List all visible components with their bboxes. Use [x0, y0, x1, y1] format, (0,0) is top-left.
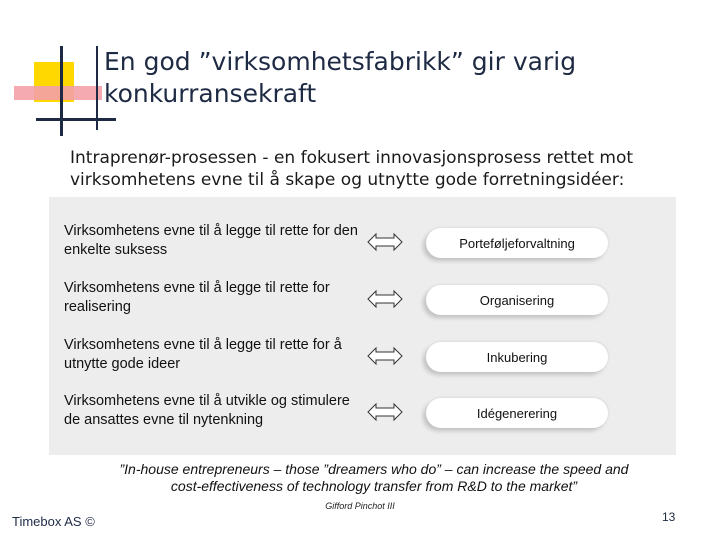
quote-line: cost-effectiveness of technology transfer from R&D to the market” — [170, 478, 578, 494]
quote-attribution: Gifford Pinchot III — [325, 501, 395, 511]
page-number: 13 — [662, 510, 676, 524]
capability-row — [49, 336, 676, 392]
capability-text: Virksomhetens evne til å legge til rette for den enkelte suksess — [64, 223, 358, 258]
double-arrow-icon — [365, 226, 405, 258]
footer-company: Timebox AS © — [12, 514, 95, 529]
capability-panel — [49, 197, 676, 455]
process-badge: Organisering — [426, 285, 608, 315]
double-arrow-icon — [365, 396, 405, 428]
process-badge: Idégenerering — [426, 398, 608, 428]
quote-line: ”In-house entrepreneurs – those ”dreamers who do” – can increase the speed and — [119, 461, 629, 477]
double-arrow-icon — [365, 340, 405, 372]
capability-row — [49, 279, 676, 335]
capability-row — [49, 392, 676, 448]
capability-text: Virksomhetens evne til å legge til rette for realisering — [64, 280, 330, 315]
process-badge: Porteføljeforvaltning — [426, 228, 608, 258]
slide-title: En god ”virksomhetsfabrikk” gir varig konkurransekraft — [104, 47, 577, 108]
logo-vertical-line — [60, 46, 63, 136]
capability-text: Virksomhetens evne til å utvikle og stimulere de ansattes evne til nytenkning — [64, 393, 350, 428]
quote — [104, 461, 644, 495]
logo-pink-bar — [14, 86, 102, 100]
process-badge: Inkubering — [426, 342, 608, 372]
double-arrow-icon — [365, 283, 405, 315]
capability-row — [49, 222, 676, 278]
capability-text: Virksomhetens evne til å legge til rette for å utnytte gode ideer — [64, 337, 342, 372]
intro-text: Intraprenør-prosessen - en fokusert innovasjonsprosess rettet mot virksomhetens evne til å skape og utnytte gode forretningsidéer: — [70, 148, 634, 190]
logo-horizontal-line — [36, 118, 116, 121]
